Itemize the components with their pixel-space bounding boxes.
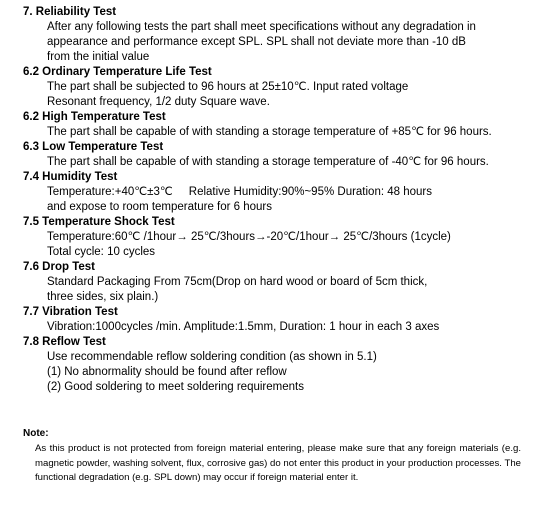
note-paragraph: As this product is not protected from foreign material entering, please make sure that any foreign materials (e.g. magnetic powder, washing solvent, flux, corrosive gas) do not enter this product in your production processes. The functional degradation (e.g. SPL down) may occur if foreign material enter it. bbox=[35, 443, 521, 484]
section-6-3-heading: 6.3 Low Temperature Test bbox=[23, 141, 164, 153]
section-7-6-line-1: Standard Packaging From 75cm(Drop on hard wood or board of 5cm thick, bbox=[47, 276, 428, 288]
section-6-2-life-line-2: Resonant frequency, 1/2 duty Square wave. bbox=[47, 96, 270, 108]
section-7-4-line-2: and expose to room temperature for 6 hours bbox=[47, 201, 273, 213]
section-6-2-high-temp-heading: 6.2 High Temperature Test bbox=[23, 111, 166, 123]
section-7-6-heading: 7.6 Drop Test bbox=[23, 261, 95, 273]
section-6-2-life-heading: 6.2 Ordinary Temperature Life Test bbox=[23, 66, 212, 78]
section-7-heading: 7. Reliability Test bbox=[23, 6, 117, 18]
section-7-4-line-1: Temperature:+40℃±3℃ Relative Humidity:90%~95% Duration: 48 hours bbox=[47, 186, 432, 198]
section-7-6-line-2: three sides, six plain.) bbox=[47, 291, 159, 303]
section-7-line-2: appearance and performance except SPL. SPL shall not deviate more than -10 dB bbox=[47, 36, 466, 48]
section-7-7-line-1: Vibration:1000cycles /min. Amplitude:1.5mm, Duration: 1 hour in each 3 axes bbox=[47, 321, 440, 333]
section-6-3-line-1: The part shall be capable of with standing a storage temperature of -40℃ for 96 hours. bbox=[47, 156, 489, 168]
section-6-2-life-line-1: The part shall be subjected to 96 hours at 25±10℃. Input rated voltage bbox=[47, 81, 409, 93]
section-7-5-heading: 7.5 Temperature Shock Test bbox=[23, 216, 175, 228]
section-7-line-1: After any following tests the part shall meet specifications without any degradation in bbox=[47, 21, 476, 33]
section-7-line-3: from the initial value bbox=[47, 51, 150, 63]
section-7-8-line-1: Use recommendable reflow soldering condition (as shown in 5.1) bbox=[47, 351, 377, 363]
section-7-4-heading: 7.4 Humidity Test bbox=[23, 171, 118, 183]
note-heading: Note: bbox=[23, 428, 49, 439]
section-6-2-high-temp-line-1: The part shall be capable of with standing a storage temperature of +85℃ for 96 hours. bbox=[47, 126, 492, 138]
section-7-7-heading: 7.7 Vibration Test bbox=[23, 306, 118, 318]
section-7-8-line-3: (2) Good soldering to meet soldering requirements bbox=[47, 381, 304, 393]
section-7-5-line-1: Temperature:60℃ /1hour→ 25℃/3hours→-20℃/1hour→ 25℃/3hours (1cycle) bbox=[47, 231, 451, 243]
section-7-8-heading: 7.8 Reflow Test bbox=[23, 336, 106, 348]
section-7-8-line-2: (1) No abnormality should be found after reflow bbox=[47, 366, 287, 378]
section-7-5-line-2: Total cycle: 10 cycles bbox=[47, 246, 156, 258]
